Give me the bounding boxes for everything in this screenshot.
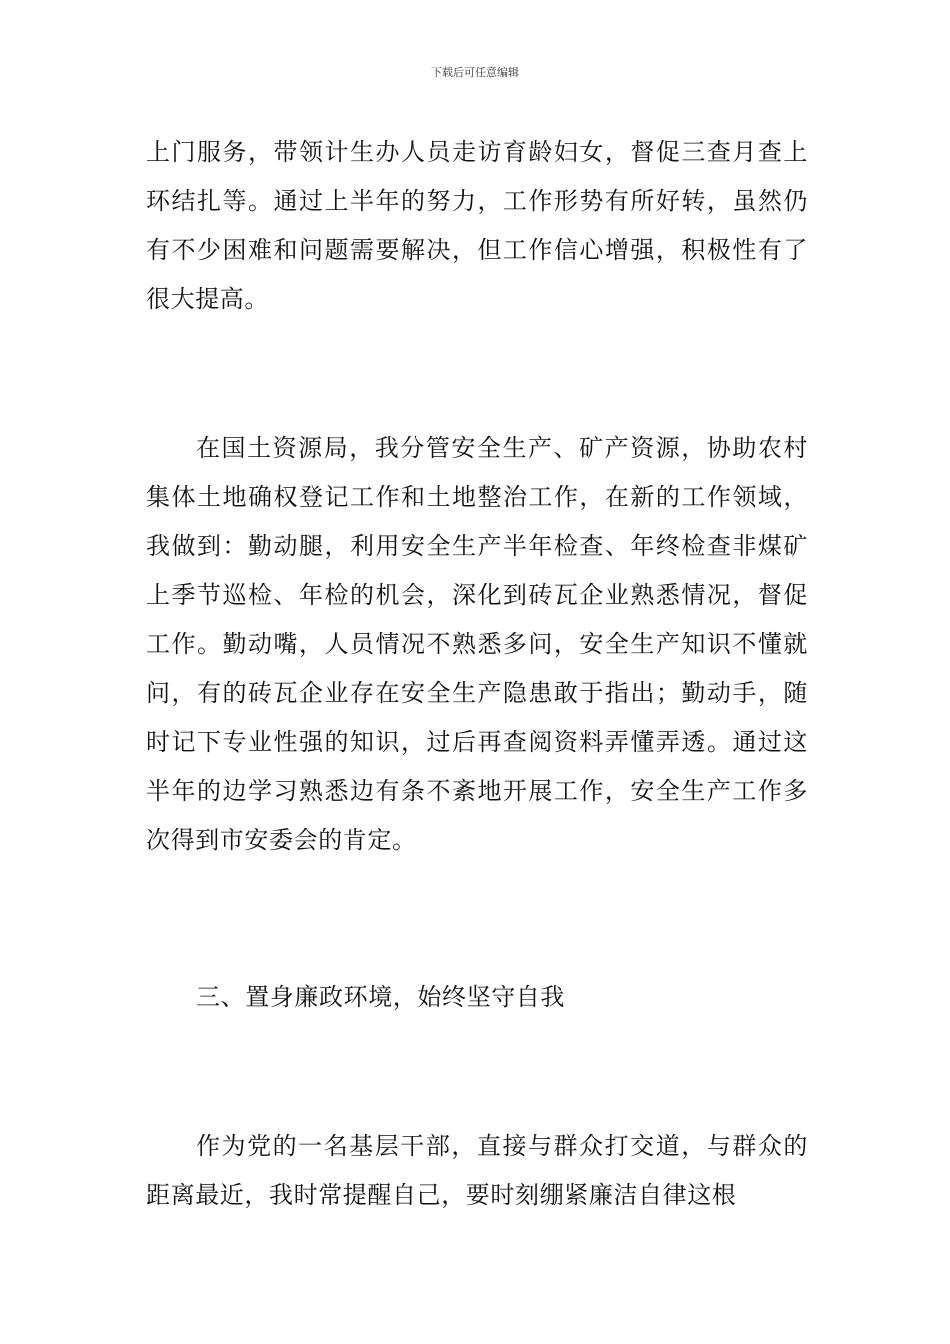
paragraph-integrity: 作为党的一名基层干部，直接与群众打交道，与群众的距离最近，我时常提醒自己，要时刻绷紧廉洁自律这根 [146,1132,808,1209]
section-heading: 三、置身廉政环境，始终坚守自我 [196,983,565,1011]
page-header-note: 下载后可任意编辑 [431,66,519,79]
paragraph-continuation: 上门服务，带领计生办人员走访育龄妇女，督促三查月查上环结扎等。通过上半年的努力，工作形势有所好转，虽然仍有不少困难和问题需要解决，但工作信心增强，积极性有了很大提高。 [146,138,808,313]
paragraph-land-resources: 在国土资源局，我分管安全生产、矿产资源，协助农村集体土地确权登记工作和土地整治工作，在新的工作领域，我做到：勤动腿，利用安全生产半年检查、年终检查非煤矿上季节巡检、年检的机会，深化到砖瓦企业熟悉情况，督促工作。勤动嘴，人员情况不熟悉多问，安全生产知识不懂就问，有的砖瓦企业存在安全生产隐患敢于指出；勤动手，随时记下专业性强的知识，过后再查阅资料弄懂弄透。通过这半年的边学习熟悉边有条不紊地开展工作，安全生产工作多次得到市安委会的肯定。 [146,434,808,854]
